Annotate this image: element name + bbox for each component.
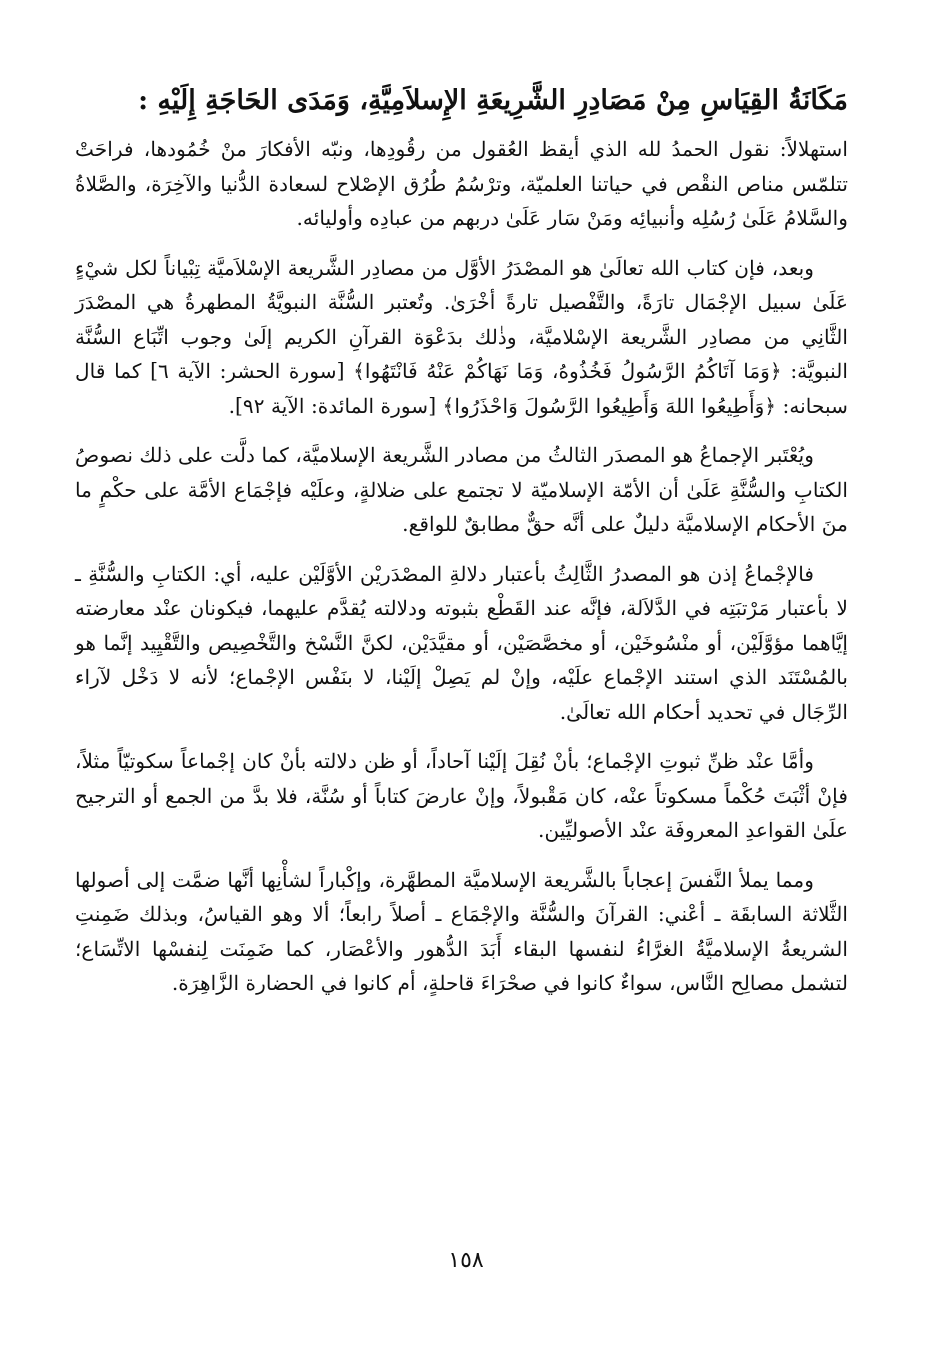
paragraph-qiyas: ومما يملأ النَّفسَ إعجاباً بالشَّريعة الإسلاميَّة المطهَّرة، وإكْباراً لشأْنِها أنَّها ضمَّت إلى أصولها الثَّلاثة السابقَة ـ أعْني: القرآنَ والسُّنَّة والإجْمَاع ـ أصلاً رابعاً؛ ألا وهو القياسُ، وبذلك ضَمِنتِ الشريعةُ الإسلاميَّةُ الغرَّاءُ لنفسها البقاء أَبَدَ الدُّهور والأعْصَار، كما ضَمِنَت لِنفسْها الاتِّسَاع؛ لتشمل مصالِح النَّاس، سواءٌ كانوا في صحْرَاءَ قاحلةٍ، أم كانوا في الحضارة الزَّاهِرَة. bbox=[75, 867, 848, 995]
page-body bbox=[75, 78, 848, 1328]
page-number: ١٥٨ bbox=[448, 1248, 484, 1273]
paragraph-ijma-rank: فالإجْماعُ إذن هو المصدرُ الثَّالِثُ بأعتبار دلالةِ المصْدَريْن الأوَّلَيْن عليه، أي: الكتابِ والسُّنَّةِ ـ لا بأعتبار مَرْتبَتِه في الدَّلاَلة، فإنَّه عند القَطْع بثبوته ودلالته يُقدَّم عليهما، فيكونان عنْد معارضته إيَّاهما مؤوَّلَيْن، أو منْسُوخَيْن، أو مخصَّصَيْن، أو مقيَّدَيْن، لكنَّ النَّسْخ والتَّخْصِيص والتَّقْيِيد إنَّما هو بالمُسْتَنَد الذي استند الإجْماع علَيْه، وإنْ لم يَصِلْ إلَيْنا، لا بنَفْس الإجْماع؛ لأنه لا دَخْل لآراء الرِّجَال في تحديد أحكام الله تعالَىٰ. bbox=[75, 561, 848, 724]
paragraph-ijma: ويُعْتَبر الإجماعُ هو المصدَر الثالثُ من مصادر الشَّريعة الإسلاميَّة، كما دلَّت على ذلك نصوصُ الكتابِ والسُّنَّةِ عَلَىٰ أن الأمّة الإسلاميّة لا تجتمع على ضلالةٍ، وعلَيْه فإجْمَاع الأمَّة على حكْمٍ ما منَ الأحكام الإسلاميَّة دليلٌ على أنَّه حقٌّ مطابقٌ للواقع. bbox=[75, 443, 848, 536]
paragraph-quran-sunnah: وبعد، فإن كتاب الله تعالَىٰ هو المصْدَرُ الأوَّل من مصادِر الشَّريعة الإسْلاَميَّة تِبْياناً لكل شيْءٍ عَلَىٰ سبيل الإجْمَال تارَةً، والتَّفْصيل تارةً أخْرَىٰ. وتُعتبر السُّنَّة النبويَّةُ المطهرةُ هي المصْدَرَ الثَّانِي من مصادِر الشَّريعة الإسْلاميَّة، وذٰلك بدَعْوَة القرآنِ الكريم إلَىٰ وجوب اتِّبَاع السُّنَّة النبويَّة: ﴿وَمَا آتَاكُمُ الرَّسُولُ فَخُذُوهُ، وَمَا نَهَاكُمْ عَنْهُ فَانْتَهُوا﴾ [سورة الحشر: الآية ٦] كما قال سبحانه: ﴿وَأَطِيعُوا اللهَ وَأَطِيعُوا الرَّسُولَ وَاحْذَرُوا﴾ [سورة المائدة: الآية ٩٢]. bbox=[75, 255, 848, 418]
paragraph-ijma-presumption: وأمَّا عنْد ظنِّ ثبوتِ الإجْماع؛ بأنْ نُقِلَ إلَيْنا آحاداً، أو ظن دلالته بأنْ كان إجْماعاً سكوتيّاً مثلاً، فإنْ أثْبَتَ حُكْماً مسكوتاً عنْه، كان مَقْبولاً، وإنْ عارضَ كتاباً أو سُنَّة، فلا بدَّ من الجمع أو الترجيح علَىٰ القواعدِ المعروفَة عنْد الأصوليِّين. bbox=[75, 749, 848, 842]
paragraph-introduction: استهلالاً: نقول الحمدُ لله الذي أيقظ العُقول من رقُودِها، ونبّه الأفكارَ منْ خُمُودها، فراحَتْ تتلمّس مناص النقْص في حياتنا العلميّة، وترْسُمُ طُرُق الإصْلاح لسعادة الدُّنيا والآخِرَة، والصَّلاةُ والسَّلامُ عَلَىٰ رُسُلِه وأنبيائِه ومَنْ سَار عَلَىٰ دربهم من عبادِه وأوليائه. bbox=[75, 137, 848, 230]
section-heading: مَكَانَةُ القِيَاسِ مِنْ مَصَادِرِ الشَّرِيعَةِ الإِسلاَمِيَّةِ، وَمَدَى الحَاجَةِ إِلَيْهِ : bbox=[138, 85, 848, 116]
